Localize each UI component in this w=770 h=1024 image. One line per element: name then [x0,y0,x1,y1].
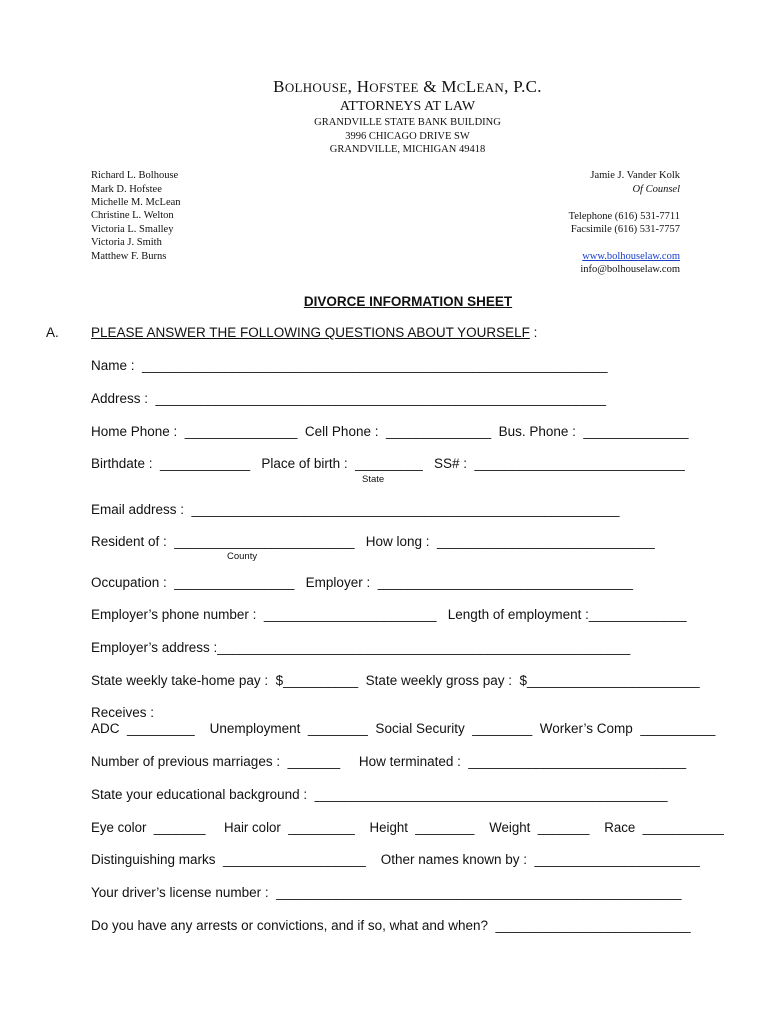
counsel-role: Of Counsel [632,184,680,195]
attorney-name: Victoria J. Smith [91,237,162,248]
receives-fields[interactable]: ADC _________ Unemployment ________ Social Security ________ Worker’s Comp __________ [91,721,716,736]
firm-name-part: OFSTEE [369,80,419,95]
license-field[interactable]: Your driver’s license number : ______________________________________________________ [91,885,682,900]
firm-name-part: C [456,80,466,95]
facsimile: Facsimile (616) 531-7757 [570,224,680,235]
website-link[interactable]: www.bolhouselaw.com [582,251,680,262]
firm-name-part: , [347,77,357,96]
employer-phone-fields[interactable]: Employer’s phone number : _______________________ Length of employment :_____________ [91,607,687,622]
resident-fields[interactable]: Resident of : ________________________ How long : _____________________________ [91,534,655,549]
state-note: State [362,474,385,485]
sheet-title: DIVORCE INFORMATION SHEET [303,294,513,309]
county-note: County [227,551,258,562]
email-address: info@bolhouselaw.com [580,264,680,275]
pay-fields[interactable]: State weekly take-home pay : $__________ State weekly gross pay : $_______________________ [91,673,700,688]
firm-name-part: & [418,77,442,96]
birth-fields[interactable]: Birthdate : ____________ Place of birth : _________ SS# : ____________________________ [91,456,685,471]
counsel-name: Jamie J. Vander Kolk [590,170,680,181]
attorney-name: Victoria L. Smalley [91,224,174,235]
section-letter: A. [46,325,59,340]
attorney-name: Matthew F. Burns [91,251,167,262]
firm-name-part: L [465,77,477,96]
attorney-name: Mark D. Hofstee [91,184,162,195]
attorney-name: Richard L. Bolhouse [91,170,179,181]
receives-label: Receives : [91,705,155,720]
attorney-name: Michelle M. McLean [91,197,181,208]
address-field[interactable]: Address : ____________________________________________________________ [91,391,607,406]
section-heading [91,325,537,340]
section-heading-suffix: : [529,325,538,340]
section-heading-text: PLEASE ANSWER THE FOLLOWING QUESTIONS ABOUT YOURSELF [91,325,530,340]
firm-address-line: GRANDVILLE STATE BANK BUILDING [314,117,501,128]
firm-name-part: , P.C. [504,77,542,96]
firm-address-line: GRANDVILLE, MICHIGAN 49418 [329,144,486,155]
firm-subtitle: ATTORNEYS AT LAW [339,99,476,114]
telephone: Telephone (616) 531-7711 [568,211,680,222]
name-field[interactable]: Name : ______________________________________________________________ [91,358,608,373]
arrests-field[interactable]: Do you have any arrests or convictions, and if so, what and when? __________________________ [91,918,691,933]
physical-fields[interactable]: Eye color _______ Hair color _________ Height ________ Weight _______ Race ___________ [91,820,724,835]
attorney-name: Christine L. Welton [91,210,174,221]
firm-address-line: 3996 CHICAGO DRIVE SW [345,131,470,142]
employer-address-field[interactable]: Employer’s address :_______________________________________________________ [91,640,631,655]
occupation-fields[interactable]: Occupation : ________________ Employer : __________________________________ [91,575,633,590]
firm-name-part: OLHOUSE [284,80,348,95]
firm-name-part: B [273,77,285,96]
marks-fields[interactable]: Distinguishing marks ___________________ Other names known by : ______________________ [91,852,700,867]
marriage-fields[interactable]: Number of previous marriages : _______ How terminated : _____________________________ [91,754,687,769]
education-field[interactable]: State your educational background : _______________________________________________ [91,787,668,802]
email-field[interactable]: Email address : _________________________________________________________ [91,502,620,517]
firm-name-part: H [356,77,370,96]
firm-name-part: M [441,77,457,96]
firm-name-part: EAN [476,80,505,95]
firm-name [0,77,770,97]
phone-fields[interactable]: Home Phone : _______________ Cell Phone : ______________ Bus. Phone : ______________ [91,424,689,439]
